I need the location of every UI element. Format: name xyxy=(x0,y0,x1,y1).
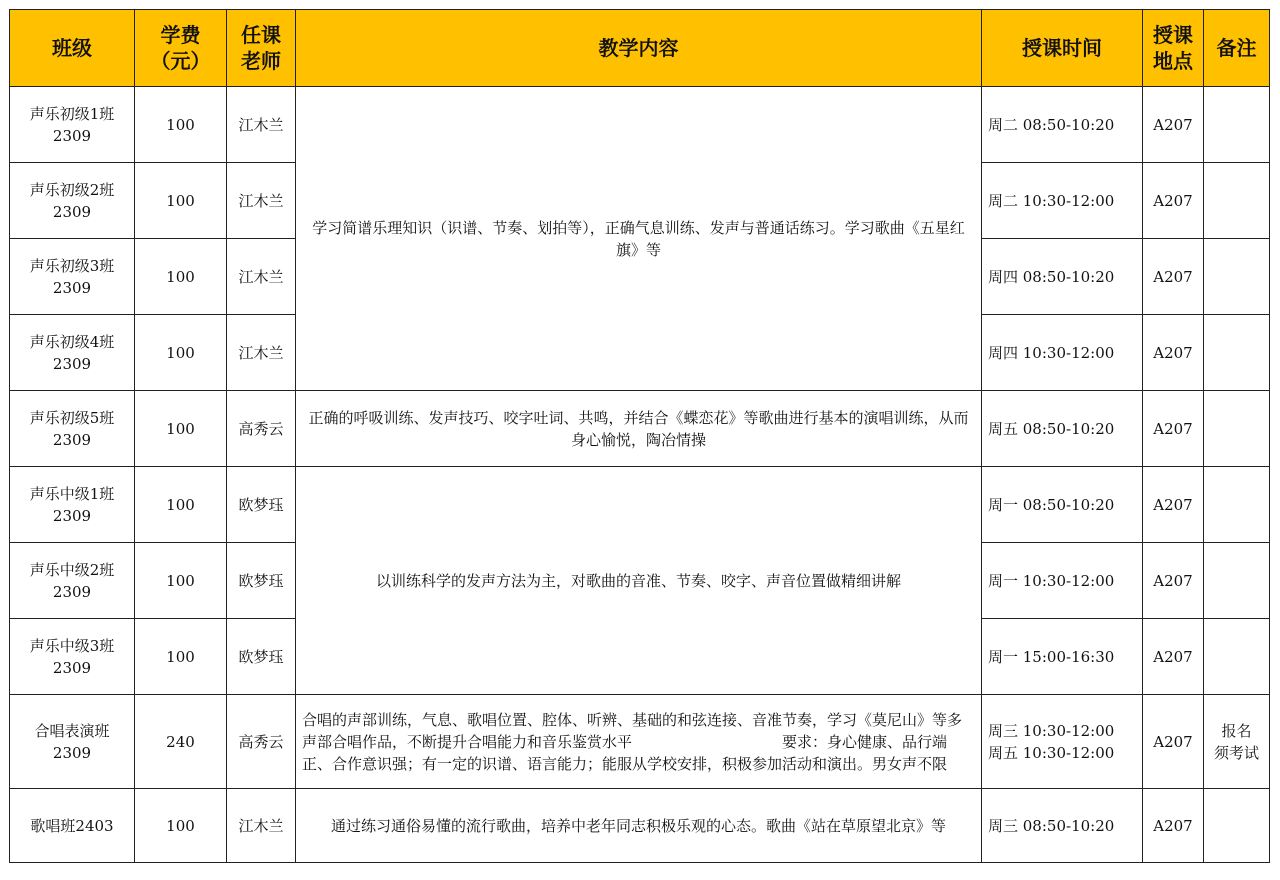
place-cell: A207 xyxy=(1143,619,1204,695)
fee-cell: 100 xyxy=(135,163,227,239)
fee-cell: 100 xyxy=(135,467,227,543)
header-teacher: 任课 老师 xyxy=(227,10,296,87)
class-cell: 歌唱班2403 xyxy=(10,789,135,863)
time-cell: 周一 10:30-12:00 xyxy=(982,543,1143,619)
teacher-cell: 江木兰 xyxy=(227,315,296,391)
place-cell: A207 xyxy=(1143,391,1204,467)
note-cell xyxy=(1204,239,1270,315)
table-row xyxy=(10,87,1270,163)
teacher-cell: 江木兰 xyxy=(227,163,296,239)
place-cell: A207 xyxy=(1143,467,1204,543)
note-cell xyxy=(1204,87,1270,163)
class-cell: 声乐初级5班 2309 xyxy=(10,391,135,467)
content-cell: 学习简谱乐理知识（识谱、节奏、划拍等），正确气息训练、发声与普通话练习。学习歌曲《五星红旗》等 xyxy=(296,87,982,391)
teacher-cell: 欧梦珏 xyxy=(227,467,296,543)
table-row xyxy=(10,391,1270,467)
note-cell xyxy=(1204,467,1270,543)
time-cell: 周二 08:50-10:20 xyxy=(982,87,1143,163)
time-cell: 周二 10:30-12:00 xyxy=(982,163,1143,239)
place-cell: A207 xyxy=(1143,543,1204,619)
place-cell: A207 xyxy=(1143,239,1204,315)
header-class: 班级 xyxy=(10,10,135,87)
note-cell xyxy=(1204,789,1270,863)
table-row xyxy=(10,789,1270,863)
teacher-cell: 江木兰 xyxy=(227,87,296,163)
class-cell: 声乐中级1班 2309 xyxy=(10,467,135,543)
header-place: 授课 地点 xyxy=(1143,10,1204,87)
note-cell xyxy=(1204,543,1270,619)
time-cell: 周四 10:30-12:00 xyxy=(982,315,1143,391)
time-cell: 周三 08:50-10:20 xyxy=(982,789,1143,863)
fee-cell: 100 xyxy=(135,391,227,467)
place-cell: A207 xyxy=(1143,789,1204,863)
teacher-cell: 欧梦珏 xyxy=(227,543,296,619)
place-cell: A207 xyxy=(1143,163,1204,239)
header-fee: 学费 （元） xyxy=(135,10,227,87)
header-row xyxy=(10,10,1270,87)
header-time: 授课时间 xyxy=(982,10,1143,87)
class-cell: 声乐初级1班 2309 xyxy=(10,87,135,163)
header-note: 备注 xyxy=(1204,10,1270,87)
note-cell xyxy=(1204,619,1270,695)
class-cell: 声乐初级3班 2309 xyxy=(10,239,135,315)
content-cell: 通过练习通俗易懂的流行歌曲，培养中老年同志积极乐观的心态。歌曲《站在草原望北京》等 xyxy=(296,789,982,863)
header-content: 教学内容 xyxy=(296,10,982,87)
fee-cell: 100 xyxy=(135,87,227,163)
time-cell: 周四 08:50-10:20 xyxy=(982,239,1143,315)
teacher-cell: 高秀云 xyxy=(227,695,296,789)
note-cell xyxy=(1204,315,1270,391)
place-cell: A207 xyxy=(1143,315,1204,391)
fee-cell: 100 xyxy=(135,619,227,695)
time-cell: 周一 08:50-10:20 xyxy=(982,467,1143,543)
content-cell: 以训练科学的发声方法为主，对歌曲的音准、节奏、咬字、声音位置做精细讲解 xyxy=(296,467,982,695)
class-cell: 声乐初级2班 2309 xyxy=(10,163,135,239)
fee-cell: 100 xyxy=(135,239,227,315)
class-cell: 声乐初级4班 2309 xyxy=(10,315,135,391)
time-cell: 周三 10:30-12:00 周五 10:30-12:00 xyxy=(982,695,1143,789)
fee-cell: 240 xyxy=(135,695,227,789)
table-row xyxy=(10,695,1270,789)
content-cell: 合唱的声部训练，气息、歌唱位置、腔体、听辨、基础的和弦连接、音准节奏，学习《莫尼山》等多声部合唱作品，不断提升合唱能力和音乐鉴赏水平 要求：身心健康、品行端正、合作意识强；有一定的识谱、语言能力；能服从学校安排，积极参加活动和演出。男女声不限 xyxy=(296,695,982,789)
teacher-cell: 高秀云 xyxy=(227,391,296,467)
class-cell: 合唱表演班 2309 xyxy=(10,695,135,789)
class-cell: 声乐中级3班 2309 xyxy=(10,619,135,695)
class-cell: 声乐中级2班 2309 xyxy=(10,543,135,619)
teacher-cell: 江木兰 xyxy=(227,239,296,315)
content-cell: 正确的呼吸训练、发声技巧、咬字吐词、共鸣，并结合《蝶恋花》等歌曲进行基本的演唱训练，从而身心愉悦，陶冶情操 xyxy=(296,391,982,467)
fee-cell: 100 xyxy=(135,315,227,391)
course-schedule-table xyxy=(9,9,1270,863)
note-cell: 报名 须考试 xyxy=(1204,695,1270,789)
teacher-cell: 江木兰 xyxy=(227,789,296,863)
time-cell: 周一 15:00-16:30 xyxy=(982,619,1143,695)
fee-cell: 100 xyxy=(135,789,227,863)
fee-cell: 100 xyxy=(135,543,227,619)
table-row xyxy=(10,467,1270,543)
teacher-cell: 欧梦珏 xyxy=(227,619,296,695)
note-cell xyxy=(1204,163,1270,239)
note-cell xyxy=(1204,391,1270,467)
place-cell: A207 xyxy=(1143,695,1204,789)
place-cell: A207 xyxy=(1143,87,1204,163)
time-cell: 周五 08:50-10:20 xyxy=(982,391,1143,467)
